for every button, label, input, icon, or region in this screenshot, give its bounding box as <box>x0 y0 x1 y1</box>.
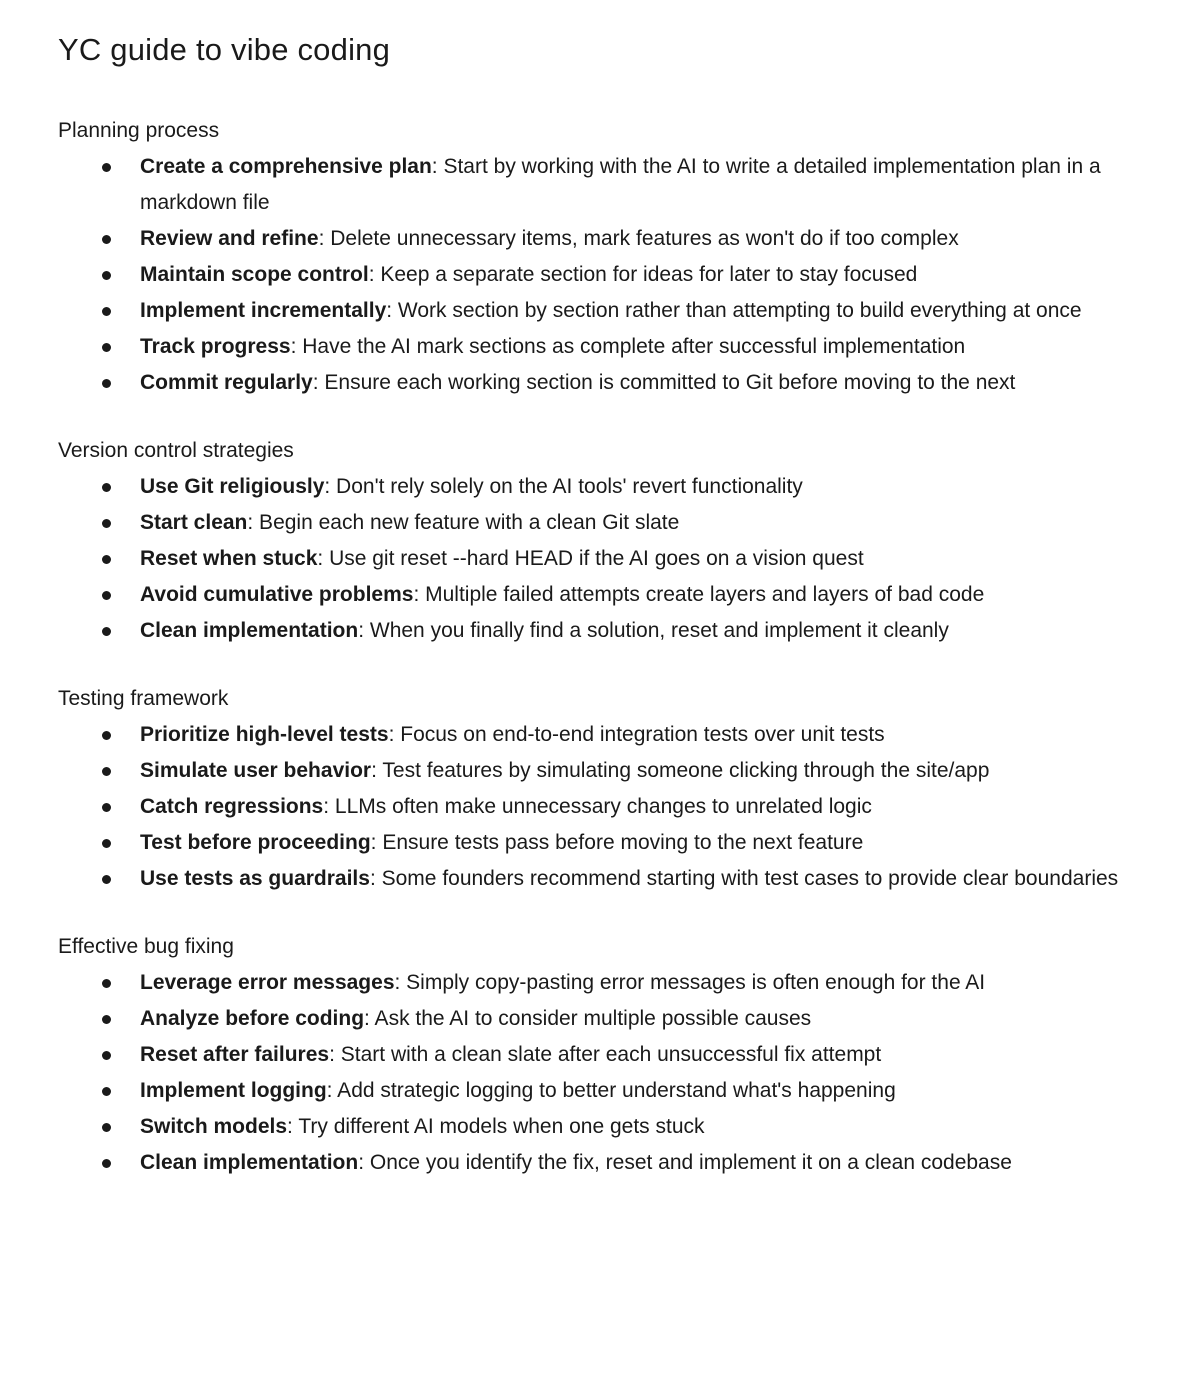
item-lead: Reset when stuck <box>140 547 318 570</box>
list-item <box>140 613 1135 649</box>
list-item <box>140 1145 1135 1181</box>
bullet-icon <box>102 379 111 388</box>
bullet-icon <box>102 483 111 492</box>
item-lead: Switch models <box>140 1115 288 1138</box>
list-item <box>140 257 1135 293</box>
item-desc: : Delete unnecessary items, mark features as won't do if too complex <box>318 227 959 250</box>
bullet-icon <box>102 307 111 316</box>
item-desc: : Test features by simulating someone clicking through the site/app <box>371 759 990 782</box>
item-desc: : Begin each new feature with a clean Git slate <box>247 511 680 534</box>
list-item <box>140 469 1135 505</box>
list-item <box>140 1001 1135 1037</box>
item-desc: : Try different AI models when one gets stuck <box>287 1115 705 1138</box>
section-heading: Planning process <box>58 119 220 142</box>
section-heading: Testing framework <box>58 687 229 710</box>
bullet-list <box>58 149 1135 401</box>
bullet-icon <box>102 591 111 600</box>
list-item <box>140 861 1135 897</box>
item-lead: Clean implementation <box>140 619 359 642</box>
item-desc: : Add strategic logging to better understand what's happening <box>326 1079 896 1102</box>
item-desc: : LLMs often make unnecessary changes to unrelated logic <box>323 795 872 818</box>
sections <box>58 113 1135 1181</box>
section-testing-framework <box>58 681 1135 897</box>
bullet-icon <box>102 803 111 812</box>
bullet-list <box>58 965 1135 1181</box>
item-desc: : Use git reset --hard HEAD if the AI goes on a vision quest <box>317 547 864 570</box>
bullet-icon <box>102 839 111 848</box>
bullet-icon <box>102 1123 111 1132</box>
bullet-icon <box>102 343 111 352</box>
item-desc: : When you finally find a solution, reset and implement it cleanly <box>358 619 949 642</box>
item-lead: Review and refine <box>140 227 319 250</box>
item-desc: : Don't rely solely on the AI tools' revert functionality <box>324 475 803 498</box>
page-title: YC guide to vibe coding <box>58 32 391 67</box>
list-item <box>140 753 1135 789</box>
bullet-list <box>58 717 1135 897</box>
item-desc: : Ensure tests pass before moving to the next feature <box>370 831 864 854</box>
item-lead: Create a comprehensive plan <box>140 155 432 178</box>
list-item <box>140 149 1135 221</box>
bullet-icon <box>102 1051 111 1060</box>
section-version-control-strategies <box>58 433 1135 649</box>
list-item <box>140 789 1135 825</box>
bullet-icon <box>102 627 111 636</box>
item-desc: : Keep a separate section for ideas for later to stay focused <box>368 263 918 286</box>
list-item <box>140 717 1135 753</box>
bullet-icon <box>102 271 111 280</box>
item-lead: Use Git religiously <box>140 475 325 498</box>
list-item <box>140 505 1135 541</box>
list-item <box>140 365 1135 401</box>
list-item <box>140 221 1135 257</box>
list-item <box>140 293 1135 329</box>
item-desc: : Some founders recommend starting with test cases to provide clear boundaries <box>369 867 1119 890</box>
item-desc: : Work section by section rather than attempting to build everything at once <box>386 299 1082 322</box>
item-lead: Commit regularly <box>140 371 313 394</box>
item-desc: : Have the AI mark sections as complete after successful implementation <box>290 335 966 358</box>
item-desc: : Start by working with the AI to write a detailed implementation plan in a markdown file <box>140 155 1101 214</box>
item-lead: Analyze before coding <box>140 1007 365 1030</box>
item-lead: Maintain scope control <box>140 263 369 286</box>
bullet-icon <box>102 519 111 528</box>
item-lead: Track progress <box>140 335 291 358</box>
bullet-icon <box>102 1015 111 1024</box>
bullet-icon <box>102 555 111 564</box>
item-lead: Leverage error messages <box>140 971 395 994</box>
item-lead: Avoid cumulative problems <box>140 583 414 606</box>
bullet-icon <box>102 1087 111 1096</box>
item-lead: Test before proceeding <box>140 831 371 854</box>
bullet-icon <box>102 731 111 740</box>
list-item <box>140 1037 1135 1073</box>
list-item <box>140 329 1135 365</box>
bullet-icon <box>102 979 111 988</box>
section-heading: Effective bug fixing <box>58 935 234 958</box>
bullet-list <box>58 469 1135 649</box>
item-lead: Prioritize high-level tests <box>140 723 389 746</box>
bullet-icon <box>102 767 111 776</box>
bullet-icon <box>102 875 111 884</box>
bullet-icon <box>102 163 111 172</box>
item-desc: : Simply copy-pasting error messages is often enough for the AI <box>394 971 986 994</box>
list-item <box>140 577 1135 613</box>
list-item <box>140 541 1135 577</box>
item-lead: Reset after failures <box>140 1043 330 1066</box>
list-item <box>140 1073 1135 1109</box>
item-desc: : Once you identify the fix, reset and implement it on a clean codebase <box>358 1151 1012 1174</box>
item-lead: Use tests as guardrails <box>140 867 370 890</box>
item-desc: : Ensure each working section is committed to Git before moving to the next <box>312 371 1016 394</box>
item-desc: : Start with a clean slate after each unsuccessful fix attempt <box>329 1043 882 1066</box>
item-lead: Clean implementation <box>140 1151 359 1174</box>
bullet-icon <box>102 1159 111 1168</box>
item-desc: : Ask the AI to consider multiple possible causes <box>364 1007 812 1030</box>
item-desc: : Focus on end-to-end integration tests over unit tests <box>388 723 885 746</box>
item-lead: Start clean <box>140 511 248 534</box>
list-item <box>140 825 1135 861</box>
item-lead: Simulate user behavior <box>140 759 372 782</box>
item-lead: Implement logging <box>140 1079 327 1102</box>
item-lead: Implement incrementally <box>140 299 387 322</box>
section-heading: Version control strategies <box>58 439 294 462</box>
list-item <box>140 965 1135 1001</box>
section-effective-bug-fixing <box>58 929 1135 1181</box>
section-planning-process <box>58 113 1135 401</box>
list-item <box>140 1109 1135 1145</box>
item-lead: Catch regressions <box>140 795 324 818</box>
bullet-icon <box>102 235 111 244</box>
item-desc: : Multiple failed attempts create layers and layers of bad code <box>413 583 985 606</box>
